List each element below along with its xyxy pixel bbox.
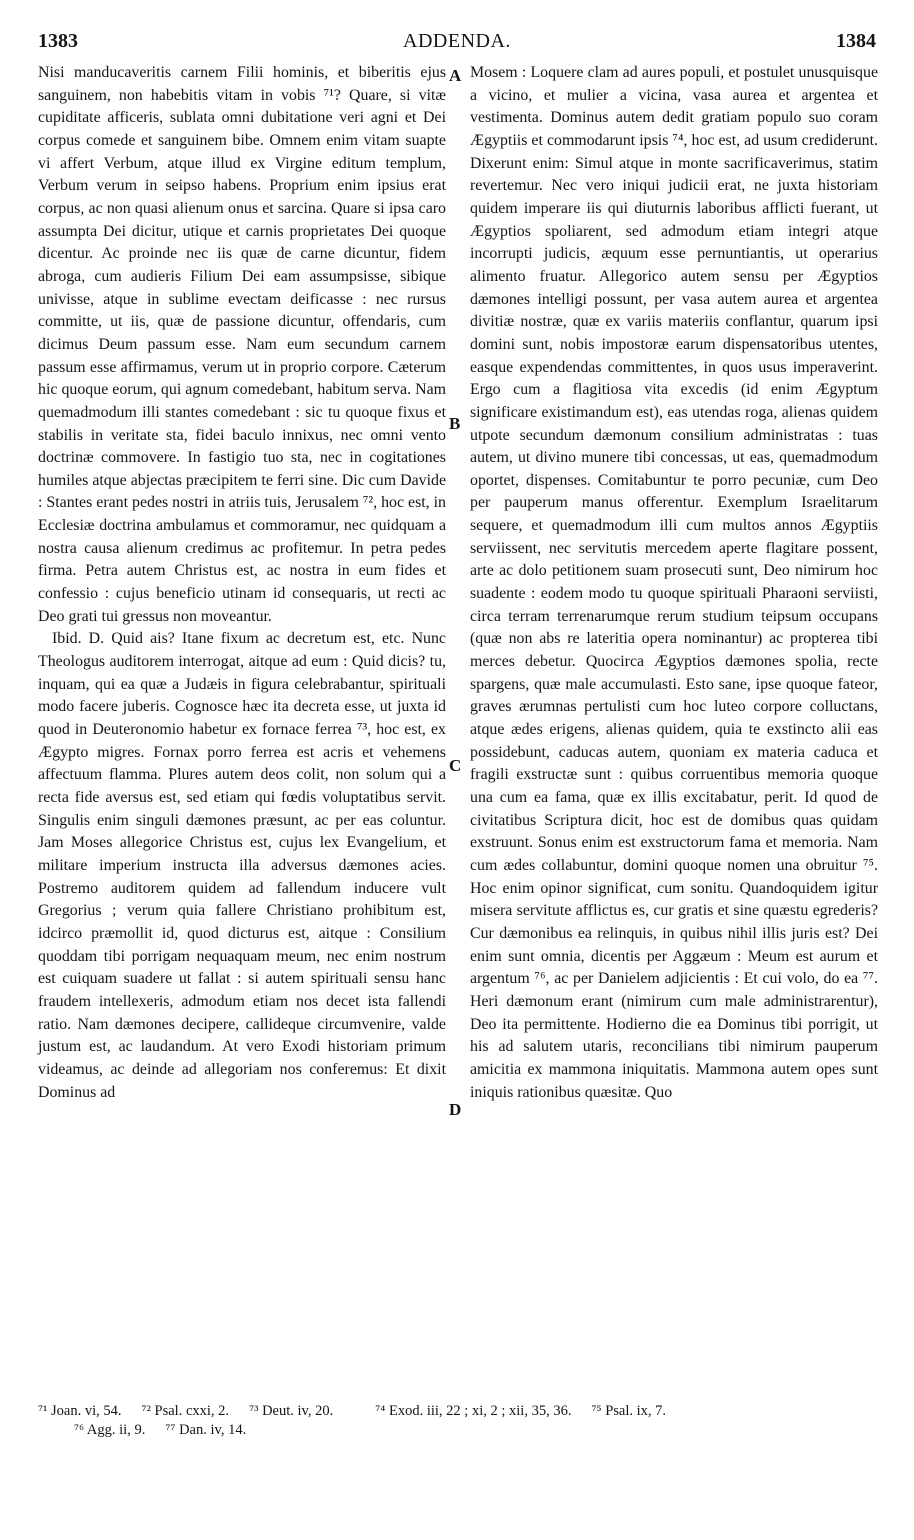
footnote-75: ⁷⁵ Psal. ix, 7.	[591, 1403, 667, 1419]
right-column	[470, 62, 878, 1104]
page-number-left: 1383	[38, 30, 78, 52]
footnote-71: ⁷¹ Joan. vi, 54.	[38, 1403, 122, 1419]
footnote-77: ⁷⁷ Dan. iv, 14.	[165, 1422, 247, 1438]
left-column	[38, 62, 446, 1104]
footnote-72: ⁷² Psal. cxxi, 2.	[141, 1403, 230, 1419]
page-header	[38, 30, 876, 58]
footnote-76: ⁷⁶ Agg. ii, 9.	[74, 1422, 146, 1438]
margin-letter-b: B	[449, 414, 461, 433]
left-paragraph-1: Nisi manducaveritis carnem Filii hominis, et biberitis ejus sanguinem, non habebitis vitam in vobis ⁷¹? Quare, si vitæ cupiditate afficeris, sublata omni dubitatione veri agni et Dei corpus comede et sanguinem bibe. Omnem enim vitam suapte vi affert Verbum, atque illud ex Virgine editum templum, Verbum verum in seipso habens. Proprium enim ipsius erat corpus, ac non quasi alienum onus et sarcina. Quare si ipsa caro assumpta Dei dicitur, utique et carnis proprietates Dei quoque dicentur. Ac proinde nec iis quæ de carne dicuntur, fidem abroga, cum audieris Filium Dei eam assumpsisse, sibique univisse, atque in sublime evectam deificasse : nec rursus committe, ut iis, quæ de passione dicuntur, offendaris, cum dicimus Deum passum esse. Nam eum secundum carnem passum esse affirmamus, verum ut in proprio corpore. Cæterum hic quoque eorum, qui agnum comedebant, habitum serva. Nam quemadmodum illi stantes comedebant : sic tu quoque fixus et stabilis in veritate sta, fidei baculo innixus, nec omni vento doctrinæ commovere. In fastigio tuo sta, nec in cogitationes humiles atque abjectas præcipitem te ferri sine. Dic cum Davide : Stantes erant pedes nostri in atriis tuis, Jerusalem ⁷², hoc est, in Ecclesiæ doctrina ambulamus et commoramur, nec quidquam a nostra causa alienum credimus ac profitemur. In petra pedes firma. Petra autem Christus est, ac nostra in eum fides et confessio : cujus beneficio utinam id consequaris, ut recti ac Deo grati tui gressus non moveantur.	[38, 64, 446, 625]
margin-letter-c: C	[449, 756, 462, 775]
footnotes	[38, 1402, 886, 1440]
footnote-73: ⁷³ Deut. iv, 20.	[249, 1403, 334, 1419]
running-title: ADDENDA.	[403, 30, 511, 52]
margin-letter-a: A	[449, 66, 462, 85]
right-paragraph-1: Mosem : Loquere clam ad aures populi, et postulet unusquisque a vicino, et mulier a vicina, vasa aurea et argentea et vestimenta. Dominus autem dedit gratiam populo suo coram Ægyptiis et commodarunt ipsis ⁷⁴, hoc est, ad usum crediderunt. Dixerunt enim: Simul atque in monte sacrificaverimus, statim revertemur. Nec vero iniqui judicii erat, ne juxta historiam quidem imperare iis qui diuturnis laboribus afflicti fuerant, ut Ægyptios spoliarent, sed admodum etiam integri atque incorrupti judicis, æquum esse pernuntiantis, ut operarius alimento fruatur. Allegorico autem sensu per Ægyptios dæmones intelligi possunt, per vasa autem aurea et argentea divitiæ nostræ, quæ ex variis materiis conflantur, quarum ipsi domini sunt, nobis impostoræ earum dispensatoribus utentes, easque expendendas committentes, in quos usus imperaverint. Ergo cum a flagitiosa vita excedis (id enim Ægyptum significare existimandum est), eas utendas roga, alienas quidem utpote secundum dæmonum consilium administratas : tuas autem, ut divino munere tibi concessas, ut eas, quemadmodum oportet, dispenses. Comitabuntur te porro pecuniæ, cum Deo per pauperum manus offerentur. Exemplum Israelitarum sequere, et quemadmodum illi cum multos annos Ægyptiis serviissent, nec servitutis mercedem aperte flagitare possent, arte ac dolo petitionem suam prosecuti sunt, Deo nimirum hoc suadente : eodem modo tu quoque spirituali Pharaoni serviisti, circa terram terrenarumque rerum studium teipsum occupans (quæ non abs re lateritia opera nominantur) ac propterea tibi merces debetur. Quocirca Ægyptios dæmones spolia, recte spargens, quæ male accumulasti. Esto sane, ipse quoque fateor, graves ærumnas pertulisti cum hoc luteo corpore colluctans, atque ædes erigens, alienas quidem, quia te exstincto alii eas possidebunt, caducas autem, quoniam ex materia caduca et fragili exstructæ sunt : quibus corruentibus memoria quoque una cum ea fama, quæ ex illis excitabatur, perit. Id quod de civitatibus Scriptura dicit, hoc est de domibus quas quidam exstruunt. Sonus enim est exstructorum fama et memoria. Nam cum ædes collabuntur, domini quoque nomen una obruitur ⁷⁵. Hoc enim opinor significat, cum sonitu. Quandoquidem igitur misera servitute afflictus es, cur gratis et sine quæstu egrederis? Cur dæmonibus ea relinquis, in quibus nihil illis juris est? Dei enim sunt omnia, dicentis per Aggæum : Meum est aurum et argentum ⁷⁶, ac per Danielem adjicientis : Et cui volo, do ea ⁷⁷. Heri dæmonum erant (nimirum cum male administrarentur), Deo ita permittente. Hodierno die ea Dominus tibi porrigit, ut his ad salutem utaris, reconcilians tibi nimirum pauperum amicitia ex mammona iniquitatis. Mammona autem opes sunt iniquis rationibus quæsitæ. Quo	[470, 64, 878, 1101]
page-number-right: 1384	[836, 30, 876, 52]
margin-letter-d: D	[449, 1100, 462, 1119]
footnote-74: ⁷⁴ Exod. iii, 22 ; xi, 2 ; xii, 35, 36.	[375, 1403, 572, 1419]
left-paragraph-2: Ibid. D. Quid ais? Itane fixum ac decretum est, etc. Nunc Theologus auditorem interrogat, aitque ad eum : Quid dicis? tu, inquam, qui ea quæ a Judæis in figura celebrabantur, spirituali modo facere juberis. Cognosce hæc ita decreta esse, ut juxta id quod in Deuteronomio habetur ex fornace ferrea ⁷³, hoc est, ex Ægypto migres. Fornax porro ferrea est acris et vehemens affectuum flamma. Plures autem deos colit, non solum qui a recta fide aversus est, sed etiam qui fœdis voluptatibus servit. Singulis enim singuli dæmones præsunt, ac per eas coluntur. Jam Moses allegorice Christus est, cujus lex Evangelium, et militare imperium instructa illa adversus dæmones acies. Postremo auditorem quidem ad fallendum inducere vult Gregorius ; verum quia fallere Christiano prohibitum est, idcirco præmollit id, quod dicturus est, aitque : Consilium quoddam tibi porrigam nequaquam meum, nec enim nostrum est cuiquam suadere ut fallat : si autem spirituali sensu hanc fraudem intellexeris, admodum etiam nos decet ista fallendi ratio. Nam dæmones decipere, callideque circumvenire, valde justum est, ac laudandum. At vero Exodi historiam primum videamus, ac deinde ad allegoriam nos conferemus: Et dixit Dominus ad	[38, 630, 446, 1101]
